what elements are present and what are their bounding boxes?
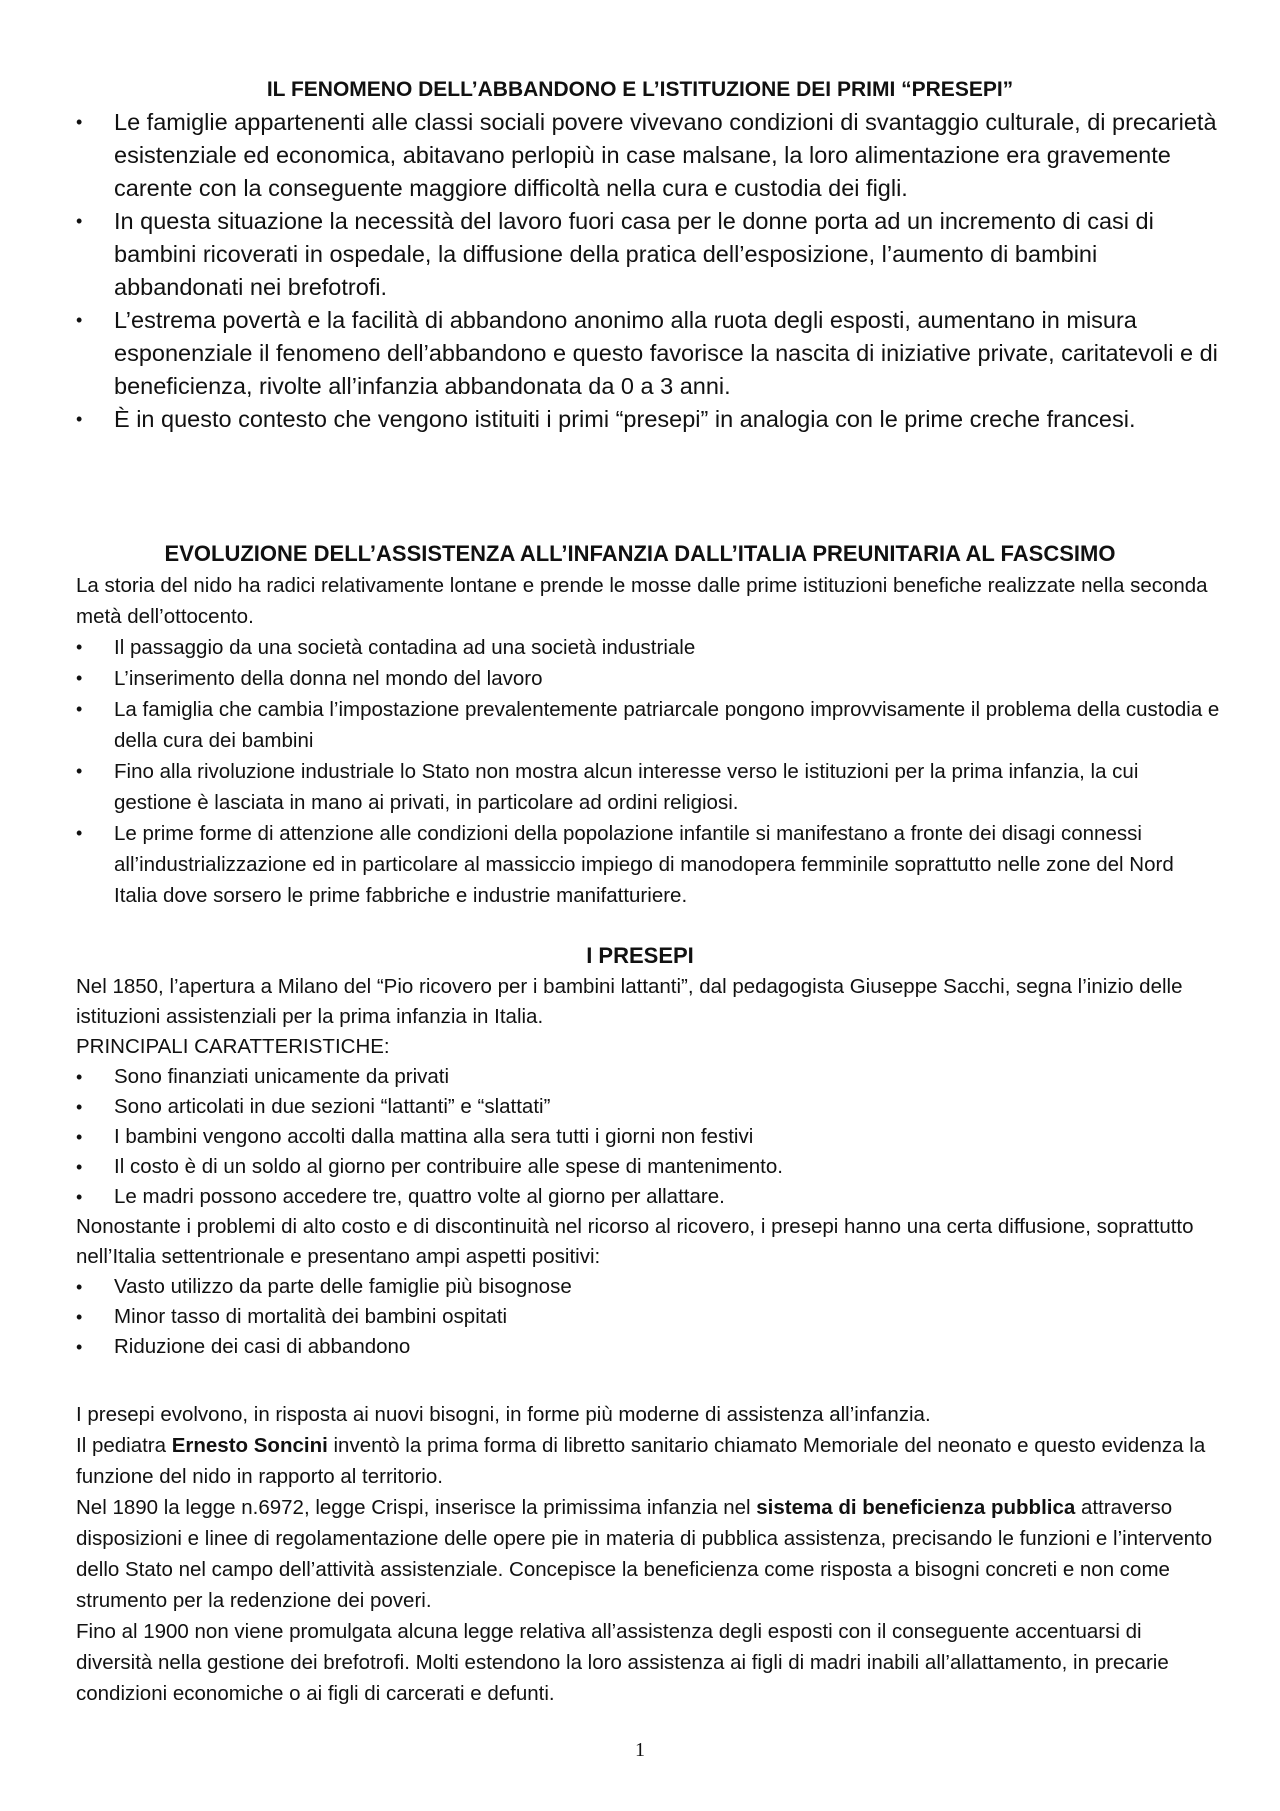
list-item: • Fino alla rivoluzione industriale lo Stato non mostra alcun interesse verso le istituzioni per la prima infanzia, la cui gestione è lasciata in mano ai privati, in particolare ad ordini religiosi.: [0, 756, 1280, 818]
paragraph: La storia del nido ha radici relativamente lontane e prende le mosse dalle prime istituzioni benefiche realizzate nella seconda metà dell’ottocento.: [76, 574, 1208, 628]
section-title: I PRESEPI: [586, 943, 694, 968]
section-title: IL FENOMENO DELL’ABBANDONO E L’ISTITUZIONE DEI PRIMI “PRESEPI”: [266, 78, 1014, 101]
list-item: • È in questo contesto che vengono istituiti i primi “presepi” in analogia con le prime creche francesi.: [0, 403, 1280, 436]
section-presepi: [0, 940, 1280, 1362]
list-item: • Le madri possono accedere tre, quattro volte al giorno per allattare.: [0, 1182, 1280, 1212]
section-evoluzione: [0, 538, 1280, 911]
section-title: EVOLUZIONE DELL’ASSISTENZA ALL’INFANZIA DALL’ITALIA PREUNITARIA AL FASCSIMO: [164, 541, 1116, 566]
paragraph: I presepi evolvono, in risposta ai nuovi bisogni, in forme più moderne di assistenza all’infanzia.: [76, 1403, 931, 1426]
text-run: Nel 1890 la legge n.6972, legge Crispi, inserisce la primissima infanzia nel: [76, 1496, 757, 1519]
bold-name: Ernesto Soncini: [171, 1434, 328, 1457]
list-item: • Minor tasso di mortalità dei bambini ospitati: [0, 1302, 1280, 1332]
paragraph: Fino al 1900 non viene promulgata alcuna legge relativa all’assistenza degli esposti con il conseguente accentuarsi di diversità nella gestione dei brefotrofi. Molti estendono la loro assistenza ai figli di madri inabili all’allattamento, in precarie condizioni economiche o ai figli di carcerati e defunti.: [76, 1620, 1169, 1705]
text-run: Il pediatra: [76, 1434, 172, 1457]
list-item: • L’inserimento della donna nel mondo del lavoro: [0, 663, 1280, 694]
paragraph: [0, 1492, 1280, 1616]
paragraph: Nonostante i problemi di alto costo e di discontinuità nel ricorso al ricovero, i presepi hanno una certa diffusione, soprattutto nell’Italia settentrionale e presentano ampi aspetti positivi:: [76, 1215, 1194, 1268]
bullet-list: [0, 106, 1280, 436]
section-evoluzione-presepi: [0, 1399, 1280, 1709]
paragraph: Nel 1850, l’apertura a Milano del “Pio ricovero per i bambini lattanti”, dal pedagogista Giuseppe Sacchi, segna l’inizio delle istituzioni assistenziali per la prima infanzia in Italia.: [76, 975, 1183, 1028]
bullet-list: [0, 632, 1280, 911]
text-run: attraverso disposizioni e linee di regolamentazione delle opere pie in materia di pubblica assistenza, precisando le funzioni e l’intervento dello Stato nel campo dell’attività assistenziale. Concepisce la beneficienza come risposta a bisogni concreti e non come strumento per la redenzione dei poveri.: [76, 1496, 1213, 1612]
paragraph: [0, 1430, 1280, 1492]
list-item: • Il passaggio da una società contadina ad una società industriale: [0, 632, 1280, 663]
list-item: • Sono finanziati unicamente da privati: [0, 1062, 1280, 1092]
features-label: PRINCIPALI CARATTERISTICHE:: [76, 1035, 390, 1058]
section-abbandono: [0, 74, 1280, 436]
list-item: • In questa situazione la necessità del lavoro fuori casa per le donne porta ad un incremento di casi di bambini ricoverati in ospedale, la diffusione della pratica dell’esposizione, l’aumento di bambini abbandonati nei brefotrofi.: [0, 205, 1280, 304]
list-item: • L’estrema povertà e la facilità di abbandono anonimo alla ruota degli esposti, aumentano in misura esponenziale il fenomeno dell’abbandono e questo favorisce la nascita di iniziative private, caritatevoli e di beneficienza, rivolte all’infanzia abbandonata da 0 a 3 anni.: [0, 304, 1280, 403]
list-item: • Sono articolati in due sezioni “lattanti” e “slattati”: [0, 1092, 1280, 1122]
bold-term: sistema di beneficienza pubblica: [756, 1496, 1076, 1519]
text-run: inventò la prima forma di libretto sanitario chiamato Memoriale del neonato e questo evidenza la funzione del nido in rapporto al territorio.: [76, 1434, 1206, 1488]
list-item: • La famiglia che cambia l’impostazione prevalentemente patriarcale pongono improvvisamente il problema della custodia e della cura dei bambini: [0, 694, 1280, 756]
list-item: • Il costo è di un soldo al giorno per contribuire alle spese di mantenimento.: [0, 1152, 1280, 1182]
list-item: • Riduzione dei casi di abbandono: [0, 1332, 1280, 1362]
list-item: • Le prime forme di attenzione alle condizioni della popolazione infantile si manifestano a fronte dei disagi connessi all’industrializzazione ed in particolare al massiccio impiego di manodopera femminile soprattutto nelle zone del Nord Italia dove sorsero le prime fabbriche e industrie manifatturiere.: [0, 818, 1280, 911]
list-item: • Le famiglie appartenenti alle classi sociali povere vivevano condizioni di svantaggio culturale, di precarietà esistenziale ed economica, abitavano perlopiù in case malsane, la loro alimentazione era gravemente carente con la conseguente maggiore difficoltà nella cura e custodia dei figli.: [0, 106, 1280, 205]
list-item: • Vasto utilizzo da parte delle famiglie più bisognose: [0, 1272, 1280, 1302]
bullet-list: [0, 1272, 1280, 1362]
bullet-list: [0, 1062, 1280, 1212]
list-item: • I bambini vengono accolti dalla mattina alla sera tutti i giorni non festivi: [0, 1122, 1280, 1152]
page-number: 1: [635, 1739, 645, 1761]
